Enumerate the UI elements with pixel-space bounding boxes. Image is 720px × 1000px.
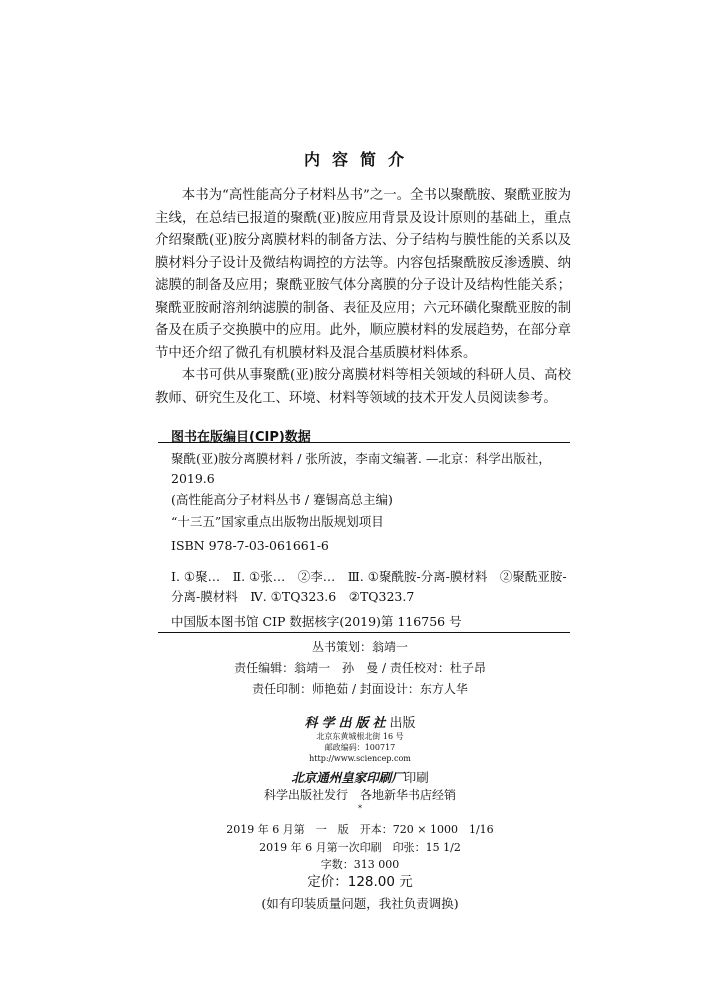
series-planner: 丛书策划：翁靖一 xyxy=(311,640,408,654)
cip-isbn-line: ISBN 978-7-03-061661-6 xyxy=(171,538,329,553)
summary-paragraph: 本书可供从事聚酰(亚)胺分离膜材料等相关领域的科研人员、高校教师、研究生及化工、环境、材料等领域的技术开发人员阅读参考。 xyxy=(155,368,571,406)
publisher-logo-text: 科学出版社 xyxy=(304,716,390,731)
summary-body xyxy=(155,185,571,410)
printer-suffix: 印刷 xyxy=(403,770,429,785)
publisher-website: http://www.sciencep.com xyxy=(309,754,411,763)
cip-footer: 中国版本图书馆 CIP 数据核字(2019)第 116756 号 xyxy=(171,614,462,629)
printer-name: 北京通州皇家印刷厂 xyxy=(291,770,404,785)
publisher-suffix: 出版 xyxy=(389,716,416,731)
cip-series-line: (高性能高分子材料丛书 / 蹇锡高总主编) xyxy=(171,492,393,507)
price: 定价：128.00 元 xyxy=(307,874,413,890)
cip-title-line: 聚酰(亚)胺分离膜材料 / 张所波，李南文编著. —北京：科学出版社，2019.6 xyxy=(171,451,551,486)
editors-credit: 责任编辑：翁靖一 孙 曼 / 责任校对：杜子昂 xyxy=(234,661,486,675)
edition-line: 2019 年 6 月第 一 版 开本：720 × 1000 1/16 xyxy=(226,823,494,836)
cip-classification-line: Ⅰ. ①聚… Ⅱ. ①张… ②李… Ⅲ. ①聚酰胺-分离-膜材料 ②聚酰亚胺-分离-膜材料 Ⅳ. ①TQ323.6 ②TQ323.7 xyxy=(171,569,567,604)
printer-line xyxy=(0,767,720,786)
quality-note: (如有印装质量问题，我社负责调换) xyxy=(261,896,459,911)
publisher-postcode: 邮政编码：100717 xyxy=(324,743,396,752)
cip-project-line: “十三五”国家重点出版物出版规划项目 xyxy=(171,514,384,529)
summary-title: 内容简介 xyxy=(303,150,416,169)
distribution-line: 科学出版社发行 各地新华书店经销 xyxy=(263,788,456,802)
publisher-address: 北京东黄城根北街 16 号 xyxy=(316,732,404,741)
cip-heading: 图书在版编目(CIP)数据 xyxy=(171,430,311,445)
cip-bottom-rule xyxy=(158,632,570,633)
production-credit: 责任印制：师艳茹 / 封面设计：东方人华 xyxy=(252,682,468,696)
publisher-line xyxy=(0,712,720,731)
cip-top-rule xyxy=(158,442,570,443)
summary-paragraph: 本书为“高性能高分子材料丛书”之一。全书以聚酰胺、聚酰亚胺为主线，在总结已报道的聚酰(亚)胺应用背景及设计原则的基础上，重点介绍聚酰(亚)胺分离膜材料的制备方法、分子结构与膜性能的关系以及膜材料分子设计及微结构调控的方法等。内容包括聚酰胺反渗透膜、纳滤膜的制备及应用；聚酰亚胺气体分离膜的分子设计及结构性能关系；聚酰亚胺耐溶剂纳滤膜的制备、表征及应用；六元环磺化聚酰亚胺的制备及在质子交换膜中的应用。此外，顺应膜材料的发展趋势，在部分章节中还介绍了微孔有机膜材料及混合基质膜材料体系。 xyxy=(155,188,571,361)
word-count: 字数：313 000 xyxy=(320,858,400,871)
separator-star: * xyxy=(358,804,362,813)
printing-line: 2019 年 6 月第一次印刷 印张：15 1/2 xyxy=(259,841,461,854)
